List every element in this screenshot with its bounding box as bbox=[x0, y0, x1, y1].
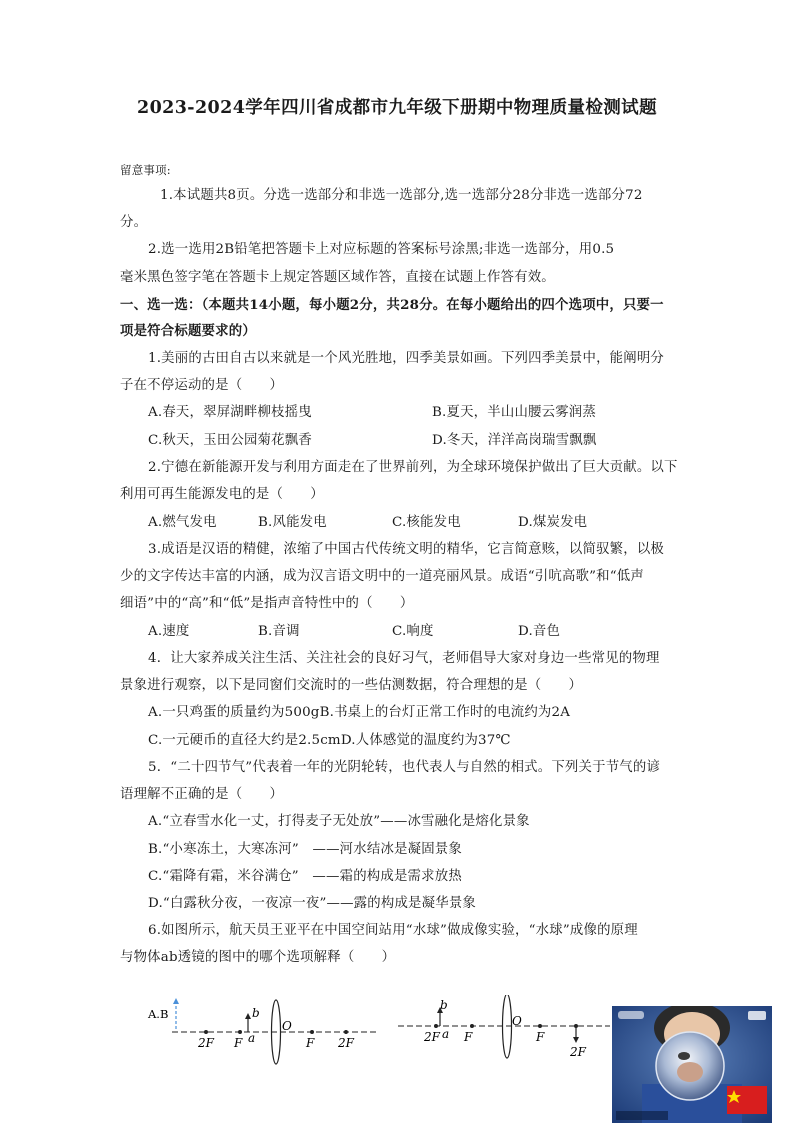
label-o: O bbox=[512, 1014, 522, 1028]
question-4-options-ab: A.一只鸡蛋的质量约为500gB.书桌上的台灯正常工作时的电流约为2A bbox=[148, 705, 571, 720]
focal-point-dot bbox=[538, 1024, 542, 1028]
instruction-line: 1.本试题共8页。分选一选部分和非选一选部分,选一选部分28分非选一选部分72 bbox=[160, 188, 643, 203]
question-5-stem: 5．“二十四节气”代表着一年的光阴轮转，也代表人与自然的相式。下列关于节气的谚 bbox=[148, 760, 661, 775]
arrow-head-icon bbox=[245, 1013, 251, 1019]
question-3-option-b: B.音调 bbox=[258, 624, 300, 639]
question-5-option-c: C.“霜降有霜，米谷满仓” ——霜的构成是需求放热 bbox=[148, 869, 462, 884]
question-4-stem: 4．让大家养成关注生活、关注社会的良好习气，老师倡导大家对身边一些常见的物理 bbox=[148, 651, 660, 666]
label-2f: 2F bbox=[424, 1030, 440, 1044]
instruction-line: 毫米黑色签字笔在答题卡上规定答题区域作答，直接在试题上作答有效。 bbox=[120, 270, 555, 285]
focal-point-dot bbox=[434, 1024, 438, 1028]
astronaut-image bbox=[612, 1006, 772, 1123]
question-1-stem: 子在不停运动的是（ ） bbox=[120, 378, 284, 393]
label-f: F bbox=[234, 1036, 243, 1050]
question-2-option-d: D.煤炭发电 bbox=[518, 515, 588, 530]
section-heading: 一、选一选：（本题共14小题，每小题2分，共28分。在每小题给出的四个选项中，只要一 bbox=[120, 297, 664, 313]
label-2f: 2F bbox=[338, 1036, 354, 1050]
notes-heading: 留意事项: bbox=[120, 163, 171, 177]
label-f: F bbox=[536, 1030, 545, 1044]
instruction-line: 分。 bbox=[120, 215, 148, 230]
question-2-option-c: C.核能发电 bbox=[392, 515, 461, 530]
question-4-options-cd: C.一元硬币的直径大约是2.5cmD.人体感觉的温度约为37℃ bbox=[148, 733, 511, 748]
focal-point-dot bbox=[470, 1024, 474, 1028]
question-3-stem: 少的文字传达丰富的内涵，成为汉言语文明中的一道亮丽风景。成语“引吭高歌”和“低声 bbox=[120, 569, 644, 584]
label-a: a bbox=[248, 1031, 256, 1045]
page-title: 2023-2024学年四川省成都市九年级下册期中物理质量检测试题 bbox=[137, 98, 657, 118]
question-1-stem: 1.美丽的古田自古以来就是一个风光胜地，四季美景如画。下列四季美景中，能阐明分 bbox=[148, 351, 665, 366]
focal-point-dot bbox=[238, 1030, 242, 1034]
question-3-stem: 3.成语是汉语的精健，浓缩了中国古代传统文明的精华，它言简意赅，以简驭繁，以极 bbox=[148, 542, 665, 557]
focal-point-dot bbox=[344, 1030, 348, 1034]
label-o: O bbox=[282, 1019, 292, 1033]
question-5-option-d: D.“白露秋分夜，一夜凉一夜”——露的构成是凝华景象 bbox=[148, 896, 476, 911]
label-a: a bbox=[442, 1027, 450, 1041]
question-2-stem: 2.宁德在新能源开发与利用方面走在了世界前列，为全球环境保护做出了巨大贡献。以下 bbox=[148, 460, 678, 475]
question-1-option-c: C.秋天，玉田公园菊花飘香 bbox=[148, 433, 312, 448]
question-1-option-d: D.冬天，洋洋高岗瑞雪飘飘 bbox=[432, 433, 597, 448]
question-2-option-a: A.燃气发电 bbox=[148, 515, 217, 530]
question-3-option-a: A.速度 bbox=[148, 624, 190, 639]
label-b: b bbox=[440, 998, 448, 1012]
label-2f: 2F bbox=[198, 1036, 214, 1050]
water-ball-photo bbox=[612, 1006, 772, 1123]
question-5-option-b: B.“小寒冻土，大寒冻河” ——河水结冰是凝固景象 bbox=[148, 842, 462, 857]
focal-point-dot bbox=[204, 1030, 208, 1034]
question-6-stem: 与物体ab透镜的图中的哪个选项解释（ ） bbox=[120, 950, 396, 965]
focal-point-dot bbox=[310, 1030, 314, 1034]
question-3-option-d: D.音色 bbox=[518, 624, 561, 639]
label-f: F bbox=[464, 1030, 473, 1044]
instruction-line: 2.选一选用2B铅笔把答题卡上对应标题的答案标号涂黑;非选一选部分，用0.5 bbox=[148, 242, 615, 257]
label-2f: 2F bbox=[570, 1045, 586, 1059]
question-5-stem: 语理解不正确的是（ ） bbox=[120, 787, 284, 802]
lens-diagram bbox=[140, 995, 620, 1065]
question-1-option-b: B.夏天，半山山腰云雾润蒸 bbox=[432, 405, 596, 420]
question-5-option-a: A.“立春雪水化一丈，打得麦子无处放”——冰雪融化是熔化景象 bbox=[148, 814, 530, 829]
arrow-head-icon bbox=[173, 998, 179, 1004]
diagram-label: A.B bbox=[148, 1007, 169, 1021]
arrow-head-icon bbox=[573, 1037, 579, 1043]
section-heading: 项是符合标题要求的） bbox=[120, 323, 256, 339]
question-1-option-a: A.春天，翠屏湖畔柳枝摇曳 bbox=[148, 405, 312, 420]
question-4-stem: 景象进行观察，以下是同窗们交流时的一些估测数据，符合理想的是（ ） bbox=[120, 678, 583, 693]
label-b: b bbox=[252, 1006, 260, 1020]
question-6-stem: 6.如图所示，航天员王亚平在中国空间站用“水球”做成像实验，“水球”成像的原理 bbox=[148, 923, 638, 938]
question-2-option-b: B.风能发电 bbox=[258, 515, 327, 530]
question-2-stem: 利用可再生能源发电的是（ ） bbox=[120, 487, 324, 502]
label-f: F bbox=[306, 1036, 315, 1050]
question-3-stem: 细语”中的“高”和“低”是指声音特性中的（ ） bbox=[120, 596, 414, 611]
question-3-option-c: C.响度 bbox=[392, 624, 434, 639]
